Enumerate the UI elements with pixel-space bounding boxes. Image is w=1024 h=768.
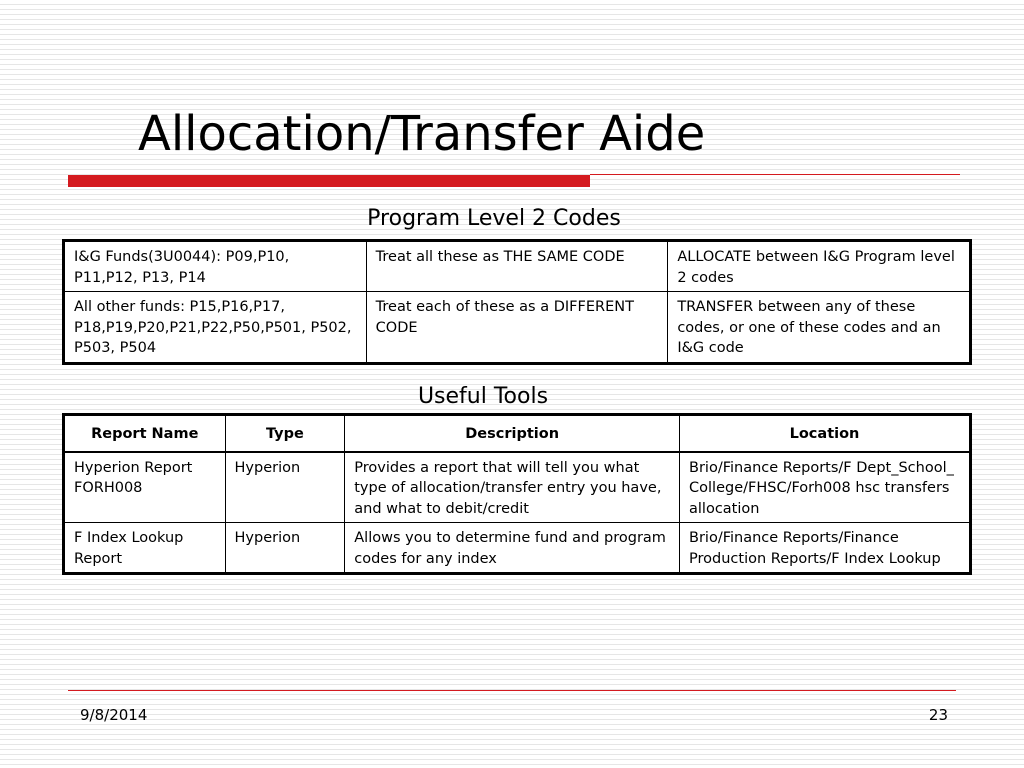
- table-row: [64, 292, 971, 364]
- column-header-description: Description: [345, 415, 680, 452]
- table-cell: Brio/Finance Reports/Finance Production Reports/F Index Lookup: [680, 523, 971, 574]
- table-cell: Treat all these as THE SAME CODE: [366, 241, 668, 292]
- column-header-report-name: Report Name: [64, 415, 226, 452]
- table-cell: F Index Lookup Report: [64, 523, 226, 574]
- table-cell: Brio/Finance Reports/F Dept_School_College/FHSC/Forh008 hsc transfers allocation: [680, 452, 971, 523]
- table-row: [64, 523, 971, 574]
- title-underline-line: [590, 174, 960, 175]
- table-cell: All other funds: P15,P16,P17, P18,P19,P20,P21,P22,P50,P501, P502, P503, P504: [64, 292, 367, 364]
- slide-title: Allocation/Transfer Aide: [138, 106, 706, 162]
- table-cell: ALLOCATE between I&G Program level 2 codes: [668, 241, 971, 292]
- footer-page-number: 23: [928, 706, 948, 724]
- section-heading-useful-tools: Useful Tools: [417, 384, 549, 409]
- table-cell: TRANSFER between any of these codes, or one of these codes and an I&G code: [668, 292, 971, 364]
- table-cell: Provides a report that will tell you what type of allocation/transfer entry you have, and what to debit/credit: [345, 452, 680, 523]
- table-cell: Hyperion: [225, 452, 345, 523]
- table-cell: I&G Funds(3U0044): P09,P10, P11,P12, P13, P14: [64, 241, 367, 292]
- column-header-location: Location: [680, 415, 971, 452]
- table-cell: Allows you to determine fund and program codes for any index: [345, 523, 680, 574]
- footer-date: 9/8/2014: [80, 706, 148, 724]
- table-header-row: [64, 415, 971, 452]
- table-row: [64, 452, 971, 523]
- table-cell: Hyperion Report FORH008: [64, 452, 226, 523]
- table-cell: Treat each of these as a DIFFERENT CODE: [366, 292, 668, 364]
- table-cell: Hyperion: [225, 523, 345, 574]
- table-row: [64, 241, 971, 292]
- title-underline-bar: [68, 175, 590, 187]
- footer-divider: [68, 690, 956, 691]
- column-header-type: Type: [225, 415, 345, 452]
- useful-tools-table: [62, 413, 972, 575]
- section-heading-program-codes: Program Level 2 Codes: [367, 206, 621, 231]
- program-codes-table: [62, 239, 972, 365]
